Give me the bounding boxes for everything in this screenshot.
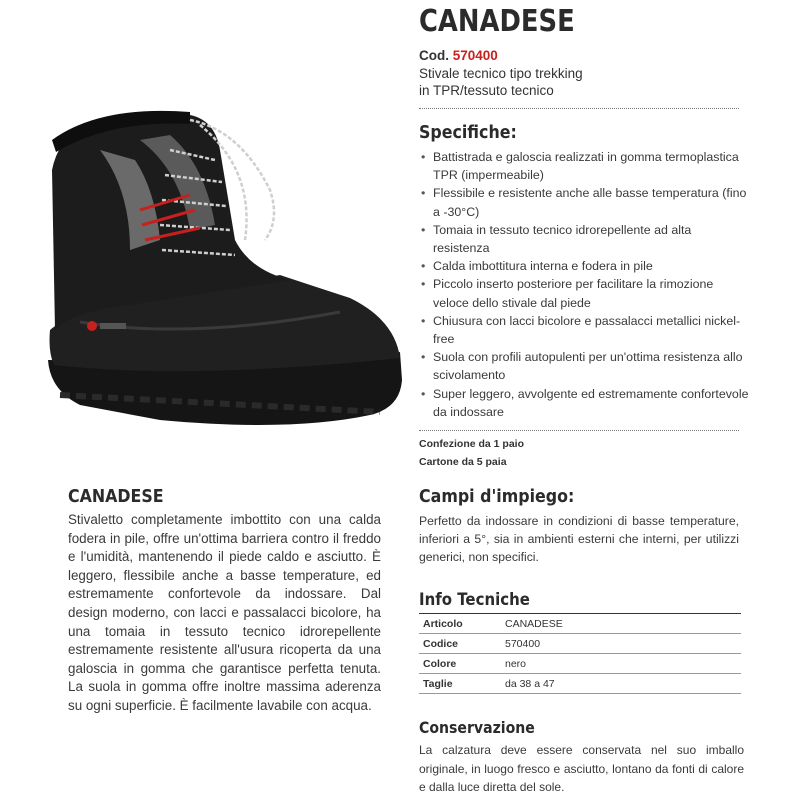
boot-image	[40, 90, 410, 435]
description-heading: CANADESE	[68, 486, 164, 507]
product-code	[419, 48, 498, 63]
specs-list	[419, 148, 749, 421]
uses-heading: Campi d'impiego:	[419, 486, 575, 507]
tech-value: nero	[501, 654, 741, 674]
tech-value: da 38 a 47	[501, 674, 741, 694]
list-item: • Piccolo inserto posteriore per facilitare la rimozione veloce dello stivale dal piede	[419, 275, 749, 311]
divider	[419, 430, 739, 431]
list-item: • Battistrada e galoscia realizzati in gomma termoplastica TPR (impermeabile)	[419, 148, 749, 184]
subtitle-line-2: in TPR/tessuto tecnico	[419, 83, 554, 98]
tech-heading: Info Tecniche	[419, 590, 530, 610]
list-item: • Flessibile e resistente anche alle basse temperatura (fino a -30°C)	[419, 184, 749, 220]
conservation-text: La calzatura deve essere conservata nel suo imballo originale, in luogo fresco e asciutto, lontano da fonti di calore e dalla luce diretta del sole.	[419, 743, 744, 794]
list-item: • Tomaia in tessuto tecnico idrorepellente ad alta resistenza	[419, 221, 749, 257]
specs-heading: Specifiche:	[419, 122, 517, 143]
tech-key: Codice	[419, 634, 501, 654]
code-label: Cod.	[419, 48, 449, 63]
product-subtitle	[419, 65, 719, 99]
table-row	[419, 674, 741, 694]
tech-key: Colore	[419, 654, 501, 674]
uses-text: Perfetto da indossare in condizioni di basse temperature, inferiori a 5°, sia in ambienti esterni che interni, per utilizzi generici, non specifici.	[419, 514, 739, 565]
tech-key: Articolo	[419, 614, 501, 634]
tech-table	[419, 613, 741, 694]
divider	[419, 108, 739, 109]
tech-value: 570400	[501, 634, 741, 654]
table-row	[419, 654, 741, 674]
subtitle-line-1: Stivale tecnico tipo trekking	[419, 66, 583, 81]
description-text: Stivaletto completamente imbottito con una calda fodera in pile, offre un'ottima barriera contro il freddo e l'umidità, mantenendo il piede caldo e asciutto. È leggero, flessibile anche a basse temperature, ed estremamente confortevole da indossare. Dal design moderno, con lacci e passalacci bicolore, ha una tomaia in tessuto tecnico idrorepellente estremamente resistente all'usura ricoperta da una galoscia in gomma che garantisce perfetta tenuta. La suola in gomma offre inoltre massima aderenza su ogni superficie. È facilmente lavabile con acqua.	[68, 512, 381, 713]
list-item: • Suola con profili autopulenti per un'ottima resistenza allo scivolamento	[419, 348, 749, 384]
list-item: • Calda imbottitura interna e fodera in pile	[419, 257, 749, 275]
tech-value: CANADESE	[501, 614, 741, 634]
conservation-heading: Conservazione	[419, 718, 535, 737]
tech-key: Taglie	[419, 674, 501, 694]
list-item: • Chiusura con lacci bicolore e passalacci metallici nickel-free	[419, 312, 749, 348]
pack-info: Confezione da 1 paio	[419, 438, 525, 450]
carton-info: Cartone da 5 paia	[419, 456, 507, 468]
table-row	[419, 614, 741, 634]
product-title: CANADESE	[419, 4, 575, 39]
list-item: • Super leggero, avvolgente ed estremamente confortevole da indossare	[419, 385, 749, 421]
code-value: 570400	[452, 48, 498, 63]
table-row	[419, 634, 741, 654]
